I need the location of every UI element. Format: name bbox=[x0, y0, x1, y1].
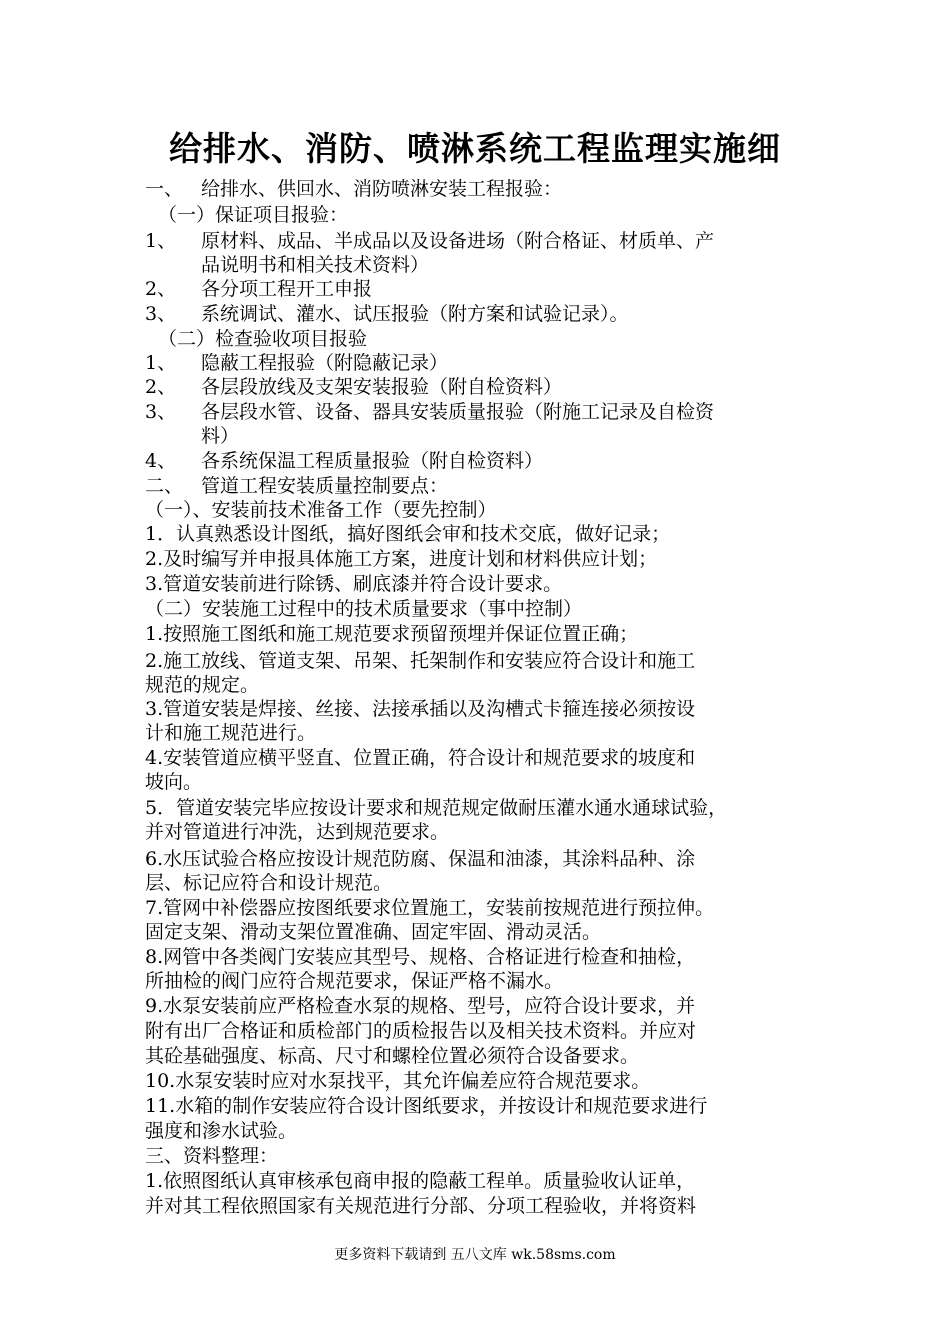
paragraph-line: 6.水压试验合格应按设计规范防腐、保温和油漆，其涂料品种、涂 bbox=[145, 848, 696, 870]
paragraph-line: 5．管道安装完毕应按设计要求和规范规定做耐压灌水通水通球试验， bbox=[145, 797, 728, 819]
paragraph-line: 其砼基础强度、标高、尺寸和螺栓位置必须符合设备要求。 bbox=[145, 1045, 640, 1067]
subsection-heading: （二）检查验收项目报验 bbox=[158, 328, 368, 350]
list-item: 2、 各层段放线及支架安装报验（附自检资料） bbox=[145, 376, 563, 398]
paragraph-line: 3.管道安装是焊接、丝接、法接承插以及沟槽式卡箍连接必须按设 bbox=[145, 698, 696, 720]
paragraph-line: 10.水泵安装时应对水泵找平，其允许偏差应符合规范要求。 bbox=[145, 1070, 651, 1092]
list-item: 2、 各分项工程开工申报 bbox=[145, 278, 373, 300]
paragraph-line: 所抽检的阀门应符合规范要求，保证严格不漏水。 bbox=[145, 970, 564, 992]
paragraph-line: 2.及时编写并申报具体施工方案，进度计划和材料供应计划； bbox=[145, 548, 658, 570]
paragraph-line: 8.网管中各类阀门安装应其型号、规格、合格证进行检查和抽检， bbox=[145, 946, 696, 968]
paragraph-line: 1．认真熟悉设计图纸，搞好图纸会审和技术交底，做好记录； bbox=[145, 523, 671, 545]
paragraph-line: 层、标记应符合和设计规范。 bbox=[145, 872, 393, 894]
list-item-continuation: 品说明书和相关技术资料） bbox=[201, 254, 430, 276]
paragraph-line: 7.管网中补偿器应按图纸要求位置施工，安装前按规范进行预拉伸。 bbox=[145, 897, 715, 919]
list-item-continuation: 料） bbox=[201, 425, 240, 447]
paragraph-line: 计和施工规范进行。 bbox=[145, 722, 317, 744]
section-heading: 一、 给排水、供回水、消防喷淋安装工程报验： bbox=[145, 178, 563, 200]
paragraph-line: 固定支架、滑动支架位置准确、固定牢固、滑动灵活。 bbox=[145, 921, 602, 943]
paragraph-line: 1.依照图纸认真审核承包商申报的隐蔽工程单。质量验收认证单， bbox=[145, 1170, 696, 1192]
footer-link[interactable]: 更多资料下载请到 五八文库 wk.58sms.com bbox=[334, 1247, 616, 1263]
paragraph-line: 9.水泵安装前应严格检查水泵的规格、型号，应符合设计要求，并 bbox=[145, 995, 696, 1017]
list-item: 3、 各层段水管、设备、器具安装质量报验（附施工记录及自检资 bbox=[145, 401, 715, 423]
paragraph-line: 1.按照施工图纸和施工规范要求预留预埋并保证位置正确； bbox=[145, 623, 639, 645]
paragraph-line: 4.安装管道应横平竖直、位置正确，符合设计和规范要求的坡度和 bbox=[145, 747, 696, 769]
paragraph-line: 2.施工放线、管道支架、吊架、托架制作和安装应符合设计和施工 bbox=[145, 650, 696, 672]
subsection-heading: （一）、安装前技术准备工作（要先控制） bbox=[145, 499, 497, 521]
paragraph-line: 11.水箱的制作安装应符合设计图纸要求，并按设计和规范要求进行 bbox=[145, 1095, 708, 1117]
paragraph-line: 坡向。 bbox=[145, 771, 203, 793]
paragraph-line: 规范的规定。 bbox=[145, 674, 260, 696]
paragraph-line: 并对管道进行冲洗，达到规范要求。 bbox=[145, 821, 450, 843]
document-title: 给排水、消防、喷淋系统工程监理实施细 bbox=[169, 129, 781, 168]
section-heading: 二、 管道工程安装质量控制要点： bbox=[145, 475, 449, 497]
paragraph-line: 强度和渗水试验。 bbox=[145, 1120, 298, 1142]
list-item: 1、 原材料、成品、半成品以及设备进场（附合格证、材质单、产 bbox=[145, 230, 715, 252]
list-item: 3、 系统调试、灌水、试压报验（附方案和试验记录）。 bbox=[145, 303, 629, 325]
paragraph-line: 3.管道安装前进行除锈、刷底漆并符合设计要求。 bbox=[145, 573, 563, 595]
list-item: 1、 隐蔽工程报验（附隐蔽记录） bbox=[145, 352, 449, 374]
subsection-heading: （二）安装施工过程中的技术质量要求（事中控制） bbox=[145, 598, 583, 620]
paragraph-line: 并对其工程依照国家有关规范进行分部、分项工程验收，并将资料 bbox=[145, 1195, 697, 1217]
section-heading: 三、资料整理： bbox=[145, 1145, 279, 1167]
subsection-heading: （一）保证项目报验： bbox=[158, 204, 349, 226]
paragraph-line: 附有出厂合格证和质检部门的质检报告以及相关技术资料。并应对 bbox=[145, 1020, 697, 1042]
list-item: 4、 各系统保温工程质量报验（附自检资料） bbox=[145, 450, 544, 472]
